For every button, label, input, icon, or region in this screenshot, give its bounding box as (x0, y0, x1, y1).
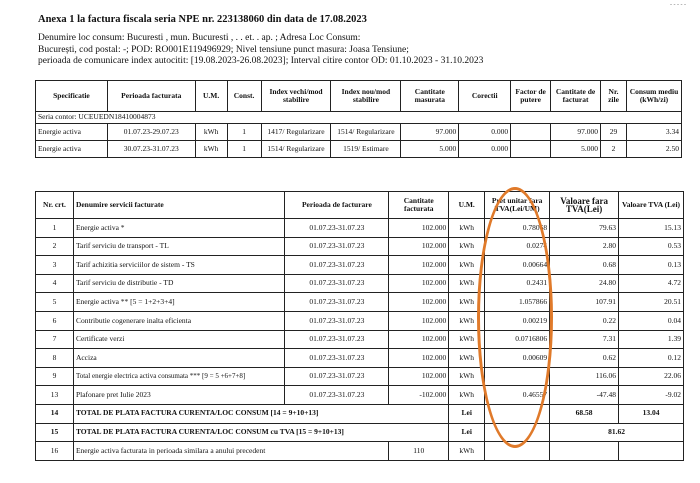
cell: 01.07.23-31.07.23 (285, 330, 389, 349)
cell (485, 404, 550, 423)
cell (485, 367, 550, 386)
cell: Energie activa facturata in perioada similara a anului precedent (73, 442, 388, 461)
info-line: Denumire loc consum: Bucuresti , mun. Bucuresti , . . et. . ap. ; Adresa Loc Consum: (38, 33, 361, 43)
consumption-place-info (38, 33, 688, 68)
cell: kWh (449, 237, 485, 256)
cell (511, 124, 551, 141)
cell: 102.000 (389, 293, 449, 312)
cell: 0.000 (459, 141, 511, 158)
cell: Lei (449, 423, 485, 442)
cell: 0.12 (619, 349, 684, 368)
cell: 01.07.23-31.07.23 (285, 311, 389, 330)
cell: Energie activa ** [5 = 1+2+3+4] (73, 293, 285, 312)
cell: 5.000 (401, 141, 459, 158)
table-row (36, 349, 684, 368)
cell: 01.07.23-31.07.23 (285, 367, 389, 386)
col-header: Const. (227, 81, 261, 112)
cell: 01.07.23-31.07.23 (285, 219, 389, 238)
cell (485, 423, 550, 442)
col-header: Corectii (459, 81, 511, 112)
cell: 2 (36, 237, 74, 256)
cell: 1 (227, 141, 261, 158)
cell: 1 (227, 124, 261, 141)
col-header: U.M. (195, 81, 227, 112)
cell: Total energie electrica activa consumata *** [9 = 5 +6+7+8] (73, 367, 285, 386)
cell: 0.46557 (485, 386, 550, 405)
cell: 0.22 (550, 311, 619, 330)
table-row (36, 330, 684, 349)
col-header: Index vechi/mod stabilire (261, 81, 331, 112)
cell: 102.000 (389, 274, 449, 293)
cell: 6 (36, 311, 74, 330)
cell: Acciza (73, 349, 285, 368)
cell: 0.68 (550, 256, 619, 275)
col-header: Factor de putere (511, 81, 551, 112)
billed-services-table (35, 191, 684, 461)
cell: 22.06 (619, 367, 684, 386)
cell: -9.02 (619, 386, 684, 405)
cell: 1 (36, 219, 74, 238)
cell: 5.000 (551, 141, 601, 158)
cell: 1.39 (619, 330, 684, 349)
table-row (36, 141, 682, 158)
cell: 0.000 (459, 124, 511, 141)
cell: 102.000 (389, 311, 449, 330)
cell: 13 (36, 386, 74, 405)
total-label: TOTAL DE PLATA FACTURA CURENTA/LOC CONSUM [14 = 9+10+13] (73, 404, 448, 423)
table-row (36, 367, 684, 386)
cell: 0.04 (619, 311, 684, 330)
cell: 01.07.23-31.07.23 (285, 256, 389, 275)
cell: 01.07.23-31.07.23 (285, 274, 389, 293)
col-header: Perioada de facturare (285, 192, 389, 219)
cell: kWh (449, 311, 485, 330)
cell: kWh (449, 386, 485, 405)
cell: 30.07.23-31.07.23 (107, 141, 195, 158)
cell: 1514/ Regularizare (331, 124, 401, 141)
cell: 01.07.23-31.07.23 (285, 237, 389, 256)
col-header: Pret unitar fara TVA(Lei/UM) (485, 192, 550, 219)
cell: Energie activa * (73, 219, 285, 238)
cell: 79.63 (550, 219, 619, 238)
col-header: Valoare TVA (Lei) (619, 192, 684, 219)
meter-readings-table (35, 80, 682, 158)
col-header: U.M. (449, 192, 485, 219)
cell: kWh (449, 256, 485, 275)
total-label: TOTAL DE PLATA FACTURA CURENTA/LOC CONSUM cu TVA [15 = 9+10+13] (73, 423, 448, 442)
total-vat: 13.04 (619, 404, 684, 423)
cell: 0.0716806 (485, 330, 550, 349)
cell: kWh (449, 367, 485, 386)
table-row (36, 386, 684, 405)
cell: 7 (36, 330, 74, 349)
document-title: Anexa 1 la factura fiscala seria NPE nr. 223138060 din data de 17.08.2023 (38, 14, 367, 25)
cell: 0.2431 (485, 274, 550, 293)
cell: 5 (36, 293, 74, 312)
cell: 3 (36, 256, 74, 275)
cell: 2 (601, 141, 627, 158)
table-row (36, 311, 684, 330)
col-header: Nr. zile (601, 81, 627, 112)
table-row (36, 237, 684, 256)
cell: Plafonare pret Iulie 2023 (73, 386, 285, 405)
cell: 15.13 (619, 219, 684, 238)
cell: 29 (601, 124, 627, 141)
cell: 8 (36, 349, 74, 368)
cell: 97.000 (401, 124, 459, 141)
page-corner-mark: - - - - - (670, 2, 686, 8)
cell: kWh (449, 219, 485, 238)
total-with-vat-row (36, 423, 684, 442)
cell: 0.78068 (485, 219, 550, 238)
cell: 0.53 (619, 237, 684, 256)
cell: -47.48 (550, 386, 619, 405)
cell: 0.00664 (485, 256, 550, 275)
cell: 4 (36, 274, 74, 293)
cell: 102.000 (389, 367, 449, 386)
info-line: București, cod postal: -; POD: RO001E119496929; Nivel tensiune punct masura: Joasa Tensiune; (38, 44, 409, 55)
meter-serial: Seria contor: UCEUEDN18410004873 (36, 112, 682, 124)
col-header: Valoare fara TVA(Lei) (550, 192, 619, 219)
cell: 14 (36, 404, 74, 423)
cell: Energie activa (36, 124, 108, 141)
cell: 01.07.23-29.07.23 (107, 124, 195, 141)
cell: 116.06 (550, 367, 619, 386)
cell: 102.000 (389, 349, 449, 368)
col-header: Cantitate facturata (389, 192, 449, 219)
cell: 01.07.23-31.07.23 (285, 349, 389, 368)
previous-year-row (36, 442, 684, 461)
cell: kWh (195, 141, 227, 158)
cell: 0.62 (550, 349, 619, 368)
cell: Tarif achizitia serviciilor de sistem - TS (73, 256, 285, 275)
cell: 2.50 (626, 141, 681, 158)
cell: 1514/ Regularizare (261, 141, 331, 158)
cell: 4.72 (619, 274, 684, 293)
table-row (36, 274, 684, 293)
cell: 102.000 (389, 330, 449, 349)
col-header: Perioada facturata (107, 81, 195, 112)
cell: Tarif serviciu de distributie - TD (73, 274, 285, 293)
cell: 102.000 (389, 237, 449, 256)
cell: 16 (36, 442, 74, 461)
col-header: Specificatie (36, 81, 108, 112)
cell: kWh (449, 442, 485, 461)
cell: 20.51 (619, 293, 684, 312)
cell: 110 (389, 442, 449, 461)
cell (485, 442, 550, 461)
cell: 1417/ Regularizare (261, 124, 331, 141)
cell: 24.80 (550, 274, 619, 293)
table-row (36, 293, 684, 312)
cell: Lei (449, 404, 485, 423)
cell: 1.057866 (485, 293, 550, 312)
meter-serial-row (36, 112, 682, 124)
cell: Energie activa (36, 141, 108, 158)
cell (619, 442, 684, 461)
cell: 3.34 (626, 124, 681, 141)
cell: 7.31 (550, 330, 619, 349)
cell: 9 (36, 367, 74, 386)
total-row (36, 404, 684, 423)
info-line: perioada de comunicare index autocitit: [19.08.2023-26.08.2023]; Interval citire contor OD: 01.10.2023 - 31.10.2023 (38, 56, 484, 66)
cell: 102.000 (389, 219, 449, 238)
cell: 102.000 (389, 256, 449, 275)
cell: Tarif serviciu de transport - TL (73, 237, 285, 256)
cell (550, 442, 619, 461)
cell: 01.07.23-31.07.23 (285, 386, 389, 405)
table-row (36, 219, 684, 238)
col-header: Index nou/mod stabilire (331, 81, 401, 112)
cell: Certificate verzi (73, 330, 285, 349)
col-header: Nr. crt. (36, 192, 74, 219)
cell: 2.80 (550, 237, 619, 256)
cell: 15 (36, 423, 74, 442)
col-header: Cantitate de facturat (551, 81, 601, 112)
cell: Contributie cogenerare inalta eficienta (73, 311, 285, 330)
cell: 1519/ Estimare (331, 141, 401, 158)
cell: 0.0274 (485, 237, 550, 256)
cell: 01.07.23-31.07.23 (285, 293, 389, 312)
total-with-vat-value: 81.62 (550, 423, 684, 442)
table-row (36, 256, 684, 275)
cell (511, 141, 551, 158)
table-row (36, 124, 682, 141)
cell: kWh (449, 330, 485, 349)
col-header: Denumire servicii facturate (73, 192, 285, 219)
cell: 0.00609 (485, 349, 550, 368)
cell: 0.00219 (485, 311, 550, 330)
cell: 0.13 (619, 256, 684, 275)
cell: kWh (449, 274, 485, 293)
cell: 107.91 (550, 293, 619, 312)
cell: kWh (195, 124, 227, 141)
services-table-header (36, 192, 684, 219)
col-header: Cantitate masurata (401, 81, 459, 112)
cell: -102.000 (389, 386, 449, 405)
total-value: 68.58 (550, 404, 619, 423)
cell: kWh (449, 349, 485, 368)
col-header: Consum mediu (kWh/zi) (626, 81, 681, 112)
cell: kWh (449, 293, 485, 312)
meter-table-header (36, 81, 682, 112)
cell: 97.000 (551, 124, 601, 141)
